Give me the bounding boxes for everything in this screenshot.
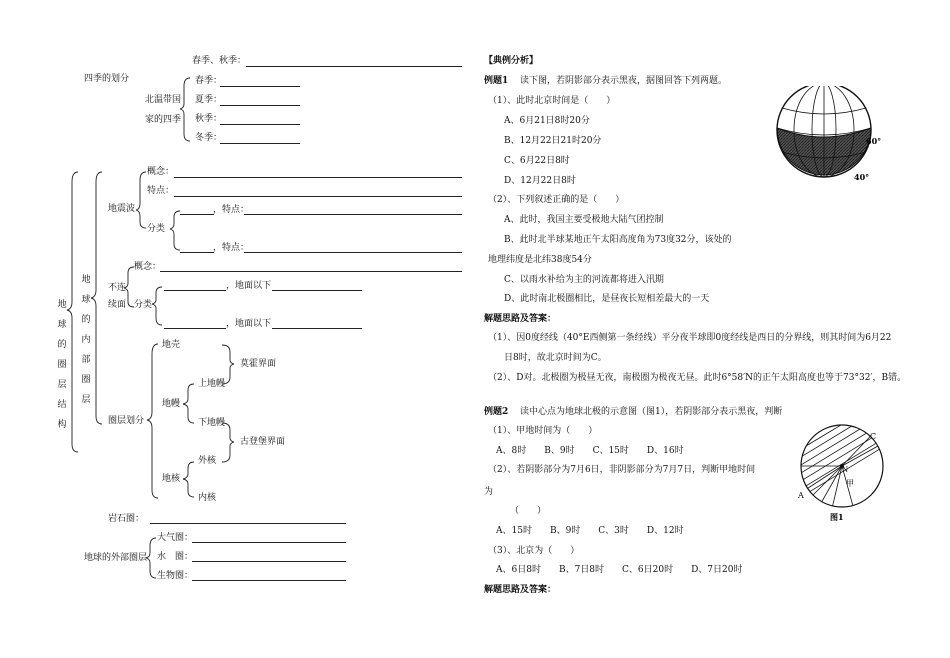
seismic-feature3-label: ，特点： — [213, 243, 250, 253]
spring-label: 春季： — [195, 76, 223, 86]
seismic-classify-label: 分类 — [147, 224, 166, 234]
ex1-q2: （2）、下列叙述正确的是（ ） — [488, 195, 625, 205]
answer-line[interactable] — [272, 290, 362, 291]
ex1-sol1-line2: 日8时，故北京时间为C。 — [504, 353, 607, 363]
discontinuity-title-2: 续面 — [108, 300, 127, 310]
answer-line[interactable] — [180, 252, 214, 253]
ex1-q1-option-d: D、12月22日8时 — [504, 176, 576, 186]
ex1-label: 例题1 — [484, 76, 509, 86]
ex1-q1: （1）、此时北京时间是（ ） — [488, 96, 616, 106]
lower-mantle-label: 下地幔 — [198, 418, 226, 428]
inner-core-label: 内核 — [198, 493, 217, 503]
section-title: 【典例分析】 — [484, 56, 539, 66]
answer-line[interactable] — [272, 328, 362, 329]
ex2-label: 例题2 — [484, 407, 509, 417]
ex1-q1-option-b: B、12月22日21时20分 — [504, 136, 602, 146]
ex1-q2-option-b-cont: 地理纬度是北纬38度54分 — [488, 255, 592, 265]
ex2-fig-caption: 图1 — [830, 512, 844, 522]
ex1-stem: 读下图，若阴影部分表示黑夜，据图回答下列两题。 — [520, 76, 728, 86]
ex2-q1: （1）、甲地时间为（ ） — [488, 426, 598, 436]
answer-line[interactable] — [174, 177, 462, 178]
seasons-title: 四季的划分 — [84, 74, 130, 84]
depth-label-1: ，地面以下 — [226, 281, 272, 291]
answer-line[interactable] — [164, 290, 226, 291]
answer-line[interactable] — [192, 580, 346, 581]
ex1-q2-option-a: A、此时，我国主要受极地大陆气团控制 — [504, 215, 664, 225]
seismic-feature-label: 特点： — [147, 186, 175, 196]
ex1-globe-figure — [768, 86, 888, 186]
answer-line[interactable] — [150, 523, 346, 524]
ex1-fig-label-40: 40° — [854, 172, 870, 182]
ex2-fig-label-jia: 甲 — [846, 479, 854, 488]
ex1-q1-option-c: C、6月22日8时 — [504, 156, 570, 166]
ex1-q2-option-d: D、此时南北极圈相比，是昼夜长短相差最大的一天 — [504, 294, 710, 304]
answer-line[interactable] — [244, 214, 462, 215]
ex1-solution-title: 解题思路及答案： — [484, 314, 557, 324]
answer-line[interactable] — [164, 328, 226, 329]
ex2-q2-line2: 为 — [484, 487, 494, 497]
answer-line[interactable] — [180, 214, 214, 215]
ex2-fig-label-a: A — [798, 491, 804, 500]
answer-line[interactable] — [192, 561, 346, 562]
discontinuity-concept-label: 概念： — [134, 262, 162, 272]
upper-mantle-label: 上地幔 — [198, 379, 226, 389]
ex2-stem: 读中心点为地球北极的示意图（图1），若阴影部分表示黑夜，判断 — [520, 407, 783, 417]
autumn-label: 秋季： — [195, 114, 223, 124]
ex2-q2-paren: （ ） — [510, 506, 547, 516]
seismic-concept-label: 概念： — [147, 167, 175, 177]
spring-autumn-label: 春季、秋季： — [192, 56, 247, 66]
external-title: 地球的外部圈层 — [84, 553, 148, 563]
depth-label-2: ，地面以下 — [226, 319, 272, 329]
outer-structure-title: 地球的圈层结构 — [57, 300, 67, 430]
answer-line[interactable] — [244, 252, 462, 253]
hydrosphere-label: 水 圈： — [157, 552, 194, 562]
crust-label: 地壳 — [162, 340, 181, 350]
lithosphere-label: 岩石圈： — [108, 514, 145, 524]
ex1-q2-option-c: C、以雨水补给为主的河流都将进入汛期 — [504, 275, 664, 285]
discontinuity-classify-label: 分类 — [134, 300, 153, 310]
summer-label: 夏季： — [195, 95, 223, 105]
ex1-fig-label-60: 60° — [866, 136, 882, 146]
winter-label: 冬季： — [195, 133, 223, 143]
ex2-polar-figure — [796, 422, 888, 522]
gutenberg-label: 古登堡界面 — [240, 437, 286, 447]
ex1-q1-option-a: A、6月21日8时20分 — [504, 116, 590, 126]
answer-line[interactable] — [160, 271, 462, 272]
seismic-title: 地震波 — [108, 204, 136, 214]
ex2-q2-line1: （2）、若阴影部分为7月6日，非阴影部分为7月7日，判断甲地时间 — [488, 465, 756, 475]
answer-line[interactable] — [192, 542, 346, 543]
seismic-feature2-label: ，特点： — [213, 205, 250, 215]
moho-label: 莫霍界面 — [240, 359, 277, 369]
ex2-fig-label-c: C — [870, 432, 877, 441]
discontinuity-title-1: 不连 — [108, 283, 127, 293]
outer-core-label: 外核 — [198, 456, 217, 466]
answer-line[interactable] — [174, 196, 462, 197]
ex2-q3-options: A、6日8时 B、7日8时 C、6日20时 D、7日20时 — [496, 565, 743, 575]
atmosphere-label: 大气圈： — [157, 533, 194, 543]
ex2-q3: （3）、北京为（ ） — [488, 546, 580, 556]
mantle-label: 地幔 — [162, 399, 181, 409]
ex2-q1-options: A、8时 B、9时 C、15时 D、16时 — [496, 446, 684, 456]
ex2-solution-title: 解题思路及答案： — [484, 585, 557, 595]
region-label-1: 北温带国 — [145, 95, 182, 105]
core-label: 地核 — [162, 474, 181, 484]
layers-title: 圈层划分 — [108, 416, 145, 426]
ex1-sol1-line1: （1）、因0度经线（40°E西侧第一条经线）平分夜半球即0度经线是西日的分界线，则其时间为6月22 — [488, 333, 892, 343]
inner-structure-title: 地球的内部圈层 — [81, 275, 91, 405]
biosphere-label: 生物圈： — [157, 571, 194, 581]
ex2-q2-options: A、15时 B、9时 C、3时 D、12时 — [496, 526, 684, 536]
ex1-sol2: （2）、D对。北极圈为极昼无夜，南极圈为极夜无昼。此时6°58′N的正午太阳高度也等于73°32′，B错。 — [488, 373, 907, 383]
ex2-fig-label-n: N — [842, 466, 849, 474]
region-label-2: 家的四季 — [145, 115, 182, 125]
ex1-q2-option-b: B、此时北半球某地正午太阳高度角为73度32分，该处的 — [504, 235, 732, 245]
